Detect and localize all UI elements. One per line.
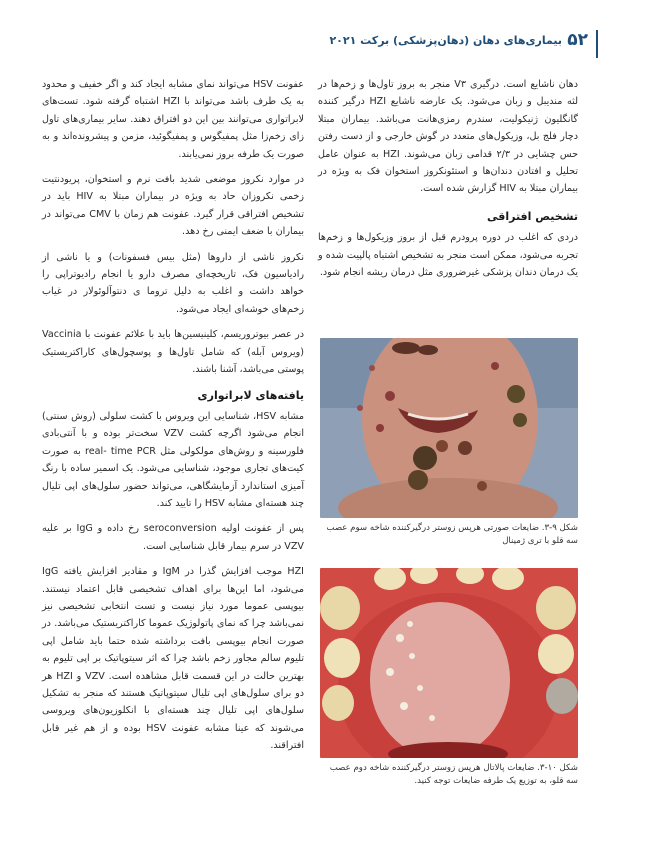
palate-photo-illustration: [320, 568, 578, 758]
right-column: [318, 76, 578, 291]
book-title: بیماری‌های دهان (دهان‌پزشکی) برکت ۲۰۲۱: [329, 34, 562, 47]
paragraph: مشابه HSV، شناسایی این ویروس با کشت سلولی (روش سنتی) انجام می‌شود اگرچه کشت VZV سخت‌تر بوده و با آنتی‌بادی فلورسینه و روش‌های مولکولی مثل real- time PCR به صورت کیت‌های تجاری موجود، شناسایی می‌شود. یک اسمیر ساده با رنگ آمیزی استاندارد آزمایشگاهی، می‌تواند حضور سلول‌های اپی تلیال چند هسته‌ای مشابه HSV را تایید کند.: [42, 410, 305, 509]
paragraph: در موارد نکروز موضعی شدید بافت نرم و استخوان، پریودنتیت زخمی نکروزان حاد به ویژه در بیماران مبتلا به HIV باید در تشخیص افتراقی قرار گیرد. عفونت هم زمان با CMV می‌تواند در بیماران با ضعف ایمنی رخ دهد.: [42, 174, 305, 238]
paragraph: دردی که اغلب در دوره پرودرم قبل از بروز وزیکول‌ها و زخم‌ها تجربه می‌شود، ممکن است منجر به تشخیص اشتباه پالپیت شده و یک درمان دندان پزشکی غیرضروری مثل درمان ریشه انجام شود.: [318, 232, 578, 279]
paragraph: HZI موجب افزایش گذرا در IgM و مقادیر افزایش یافته IgG می‌شود، اما این‌ها برای اهداف تشخیصی قابل اعتماد نیستند. بیوپسی عموما مورد نیاز نیست و تست انتخابی تشخیصی نیز نمی‌باشد چرا که نمای پاتولوژیک عموما کاراکتریستیک می‌باشد. در صورت انجام بیوپسی بافت برداشته شده حتما باید شامل اپی تلیوم سالم مجاور زخم باشد چرا که اثر سیتوپاتیک بر اپی تلیوم به بهترین حالت در این قسمت قابل مشاهده است. VZV و HZI هر دو برای سلول‌های اپی تلیال سیتوپاتیک هستند که منجر به تشکیل سلول‌های اپی تلیال چند هسته‌ای با انکلوزیون‌های ویروسی می‌شوند که عینا مشابه عفونت HSV بوده و از هم غیر قابل افتراقند.: [42, 566, 305, 752]
face-photo-illustration: [320, 338, 578, 518]
paragraph: عفونت HSV می‌تواند نمای مشابه ایجاد کند و اگر خفیف و محدود به یک طرف باشد می‌تواند با HZI اشتباه گرفته شود. تست‌های لابراتواری می‌توانند بین این دو افتراق دهند. سایر بیماری‌های تاول زای زخم‌زا مثل پمفیگوس و پمفیگوئید، مزمن و پیشرونده‌اند و به صورت یک طرفه بروز نمی‌یابند.: [42, 79, 304, 160]
section-heading-laboratory-findings: یافته‌های لابراتواری: [197, 388, 304, 402]
figure-caption: شکل ۹-۳. ضایعات صورتی هرپس زوستر درگیرکننده شاخه سوم عصب سه قلو با تری ژمینال: [326, 523, 578, 546]
paragraph: دهان ناشایع است. درگیری V۳ منجر به بروز تاول‌ها و زخم‌ها در لثه مندیبل و زبان می‌شود. یک عارضه ناشایع HZI درگیر کننده گانگلیون ژنیکولیت، سندرم رمزی‌هانت می‌باشد. بیماران مبتلا دچار فلج بل، وزیکول‌های متعدد در گوش خارجی و از دست رفتن حس چشایی در ۲/۳ قدامی زبان می‌شوند. HZI به عنوان عامل تحلیل و افتادن دندان‌ها و استئونکروز استخوان فک به ویژه در بیماران مبتلا به HIV گزارش شده است.: [318, 79, 579, 195]
figure-caption: شکل ۱۰-۳. ضایعات پالاتال هرپس زوستر درگیرکننده شاخه دوم عصب سه قلو، به توزیع یک طرفه ضایعات توجه کنید.: [329, 763, 578, 786]
page-number: ۵۲: [567, 30, 588, 50]
left-column: [42, 76, 304, 763]
paragraph: پس از عفونت اولیه seroconversion رخ داده و IgG بر علیه VZV در سرم بیمار قابل شناسایی است.: [42, 523, 304, 552]
paragraph: در عصر بیوتروریسم، کلینیسین‌ها باید با علائم عفونت با Vaccinia (ویروس آبله) که شامل تاول‌ها و پوسچول‌های کاراکتریستیک پوستی می‌باشد، آشنا باشند.: [42, 329, 304, 376]
section-heading-differential-diagnosis: تشخیص افتراقی: [487, 209, 578, 223]
paragraph: نکروز ناشی از داروها (مثل بیس فسفونات) و یا ناشی از رادیاسیون فک، تاریخچه‌ای مصرف دارو یا انجام رادیوتراپی را خواهد داشت و اغلب به دلیل تروما ی دنتوآلوئولار در غیاب زخم‌های خوشه‌ای ایجاد می‌شود.: [42, 251, 304, 315]
figure-palate-herpes-zoster: [320, 568, 578, 758]
figure-face-herpes-zoster: [320, 338, 578, 518]
page-header: [0, 30, 648, 60]
header-divider: [596, 30, 598, 58]
